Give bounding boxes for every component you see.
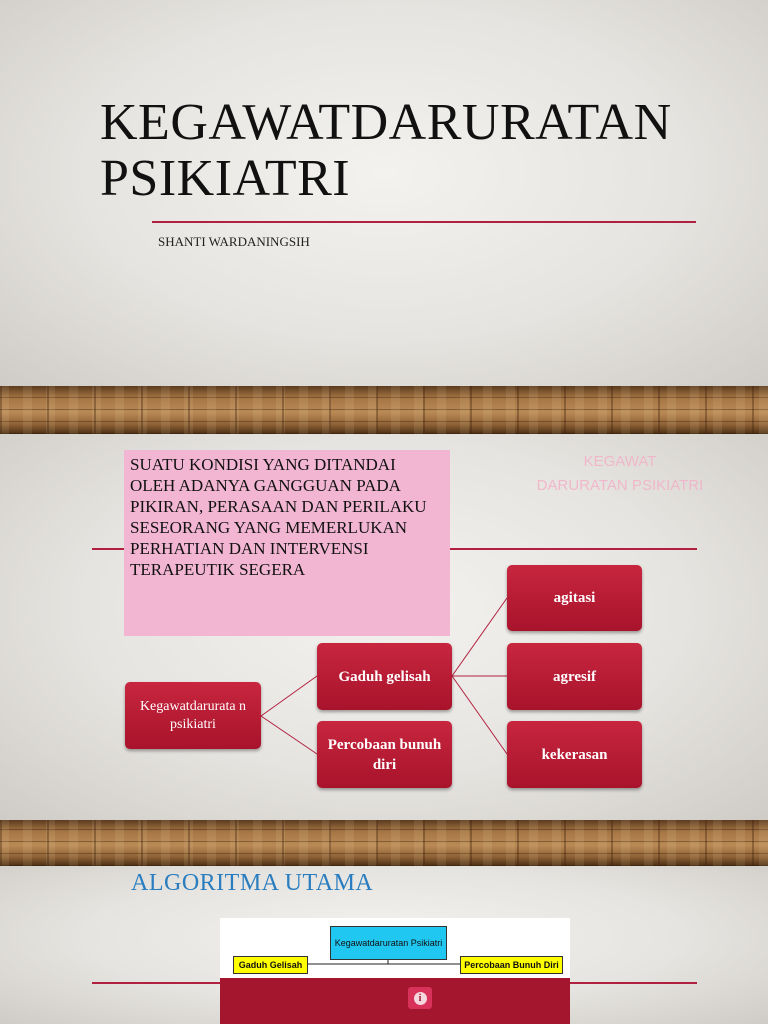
slide-title-line-2: PSIKIATRI [100,150,351,207]
wood-floor-band [0,386,768,434]
wood-floor-band [0,820,768,866]
diagram-node-agresif: agresif [507,643,642,710]
algorithm-slide [0,866,768,1024]
info-icon[interactable]: i [408,987,432,1009]
connector-root-percobaan [261,716,317,754]
diagram-node-kekerasan: kekerasan [507,721,642,788]
diagram-node-agitasi: agitasi [507,565,642,631]
title-divider [152,221,696,223]
connector-gaduh-agitasi [452,598,507,676]
definition-box: SUATU KONDISI YANG DITANDAI OLEH ADANYA GANGGUAN PADA PIKIRAN, PERASAAN DAN PERILAKU SESEORANG YANG MEMERLUKAN PERHATIAN DAN INTERVENSI TERAPEUTIK SEGERA [124,450,450,636]
algorithm-flowchart [220,918,570,1024]
algorithm-title: ALGORITMA UTAMA [131,870,374,896]
flowchart-box-percobaan: Percobaan Bunuh Diri [460,956,563,974]
connector-root-gaduh [261,676,317,716]
author-subtitle: SHANTI WARDANINGSIH [158,234,310,249]
embedded-content-bar [220,978,570,1024]
flowchart-box-gaduh-gelisah: Gaduh Gelisah [233,956,308,974]
definition-slide [0,434,768,820]
connector-gaduh-kekerasan [452,676,507,754]
faded-title-line-2: DARURATAN PSIKIATRI [536,477,704,494]
diagram-root-node: Kegawatdarurata n psikiatri [125,682,261,749]
flowchart-box-kegawatdaruratan: Kegawatdaruratan Psikiatri [330,926,447,960]
slide-title [100,95,672,207]
faded-title-line-1: KEGAWAT [583,453,657,470]
slide-title-line-1: KEGAWATDARURATAN [100,94,672,151]
title-slide [0,0,768,386]
diagram-node-gaduh-gelisah: Gaduh gelisah [317,643,452,710]
diagram-node-percobaan-bunuh-diri: Percobaan bunuh diri [317,721,452,788]
